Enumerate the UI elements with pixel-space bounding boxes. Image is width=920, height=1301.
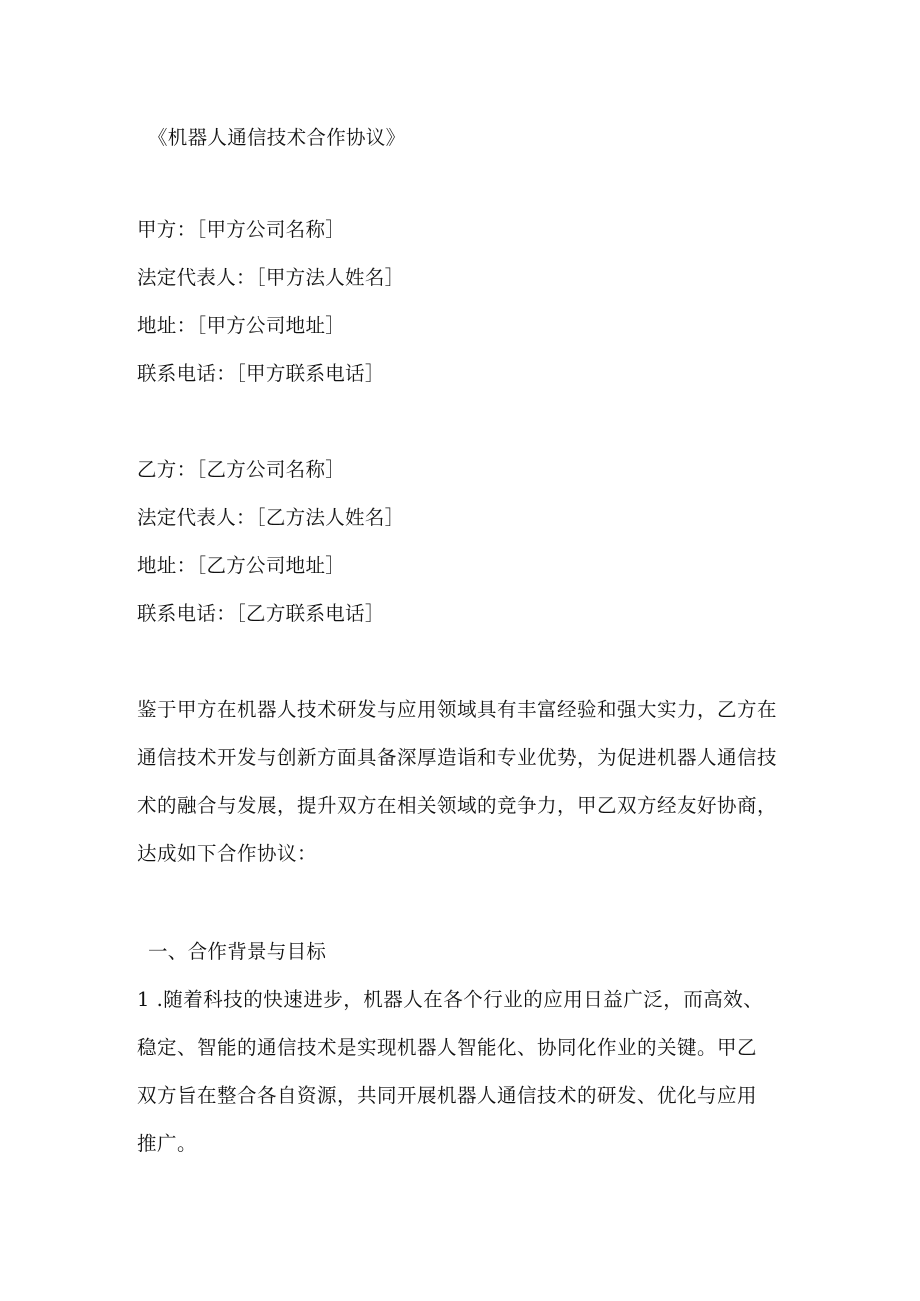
preamble-paragraph xyxy=(137,686,783,878)
preamble-line: 鉴于甲方在机器人技术研发与应用领域具有丰富经验和强大实力，乙方在 xyxy=(137,698,778,721)
party-b-name: 乙方：［乙方公司名称］ xyxy=(137,458,346,481)
party-b-representative: 法定代表人：［乙方法人姓名］ xyxy=(137,506,405,529)
preamble-line: 达成如下合作协议： xyxy=(137,842,318,865)
party-b-phone: 联系电话：［乙方联系电话］ xyxy=(137,602,385,625)
preamble-line: 术的融合与发展，提升双方在相关领域的竞争力，甲乙双方经友好协商， xyxy=(137,794,778,817)
party-a-address: 地址：［甲方公司地址］ xyxy=(137,314,346,337)
party-a-representative: 法定代表人：［甲方法人姓名］ xyxy=(137,266,405,289)
clause-line: 1 .随着科技的快速进步，机器人在各个行业的应用日益广泛，而高效、 xyxy=(137,988,764,1011)
document-title: 《机器人通信技术合作协议》 xyxy=(148,126,406,149)
party-b-address: 地址：［乙方公司地址］ xyxy=(137,554,346,577)
preamble-line: 通信技术开发与创新方面具备深厚造诣和专业优势，为促进机器人通信技 xyxy=(137,746,778,769)
party-a-name: 甲方：［甲方公司名称］ xyxy=(137,218,346,241)
party-a-phone: 联系电话：［甲方联系电话］ xyxy=(137,362,385,385)
clause-line: 推广。 xyxy=(137,1132,198,1155)
section-1-heading: 一、合作背景与目标 xyxy=(148,940,327,963)
clause-1-paragraph xyxy=(137,976,783,1168)
clause-line: 双方旨在整合各自资源，共同开展机器人通信技术的研发、优化与应用 xyxy=(137,1084,758,1107)
clause-line: 稳定、智能的通信技术是实现机器人智能化、协同化作业的关键。甲乙 xyxy=(137,1036,758,1059)
